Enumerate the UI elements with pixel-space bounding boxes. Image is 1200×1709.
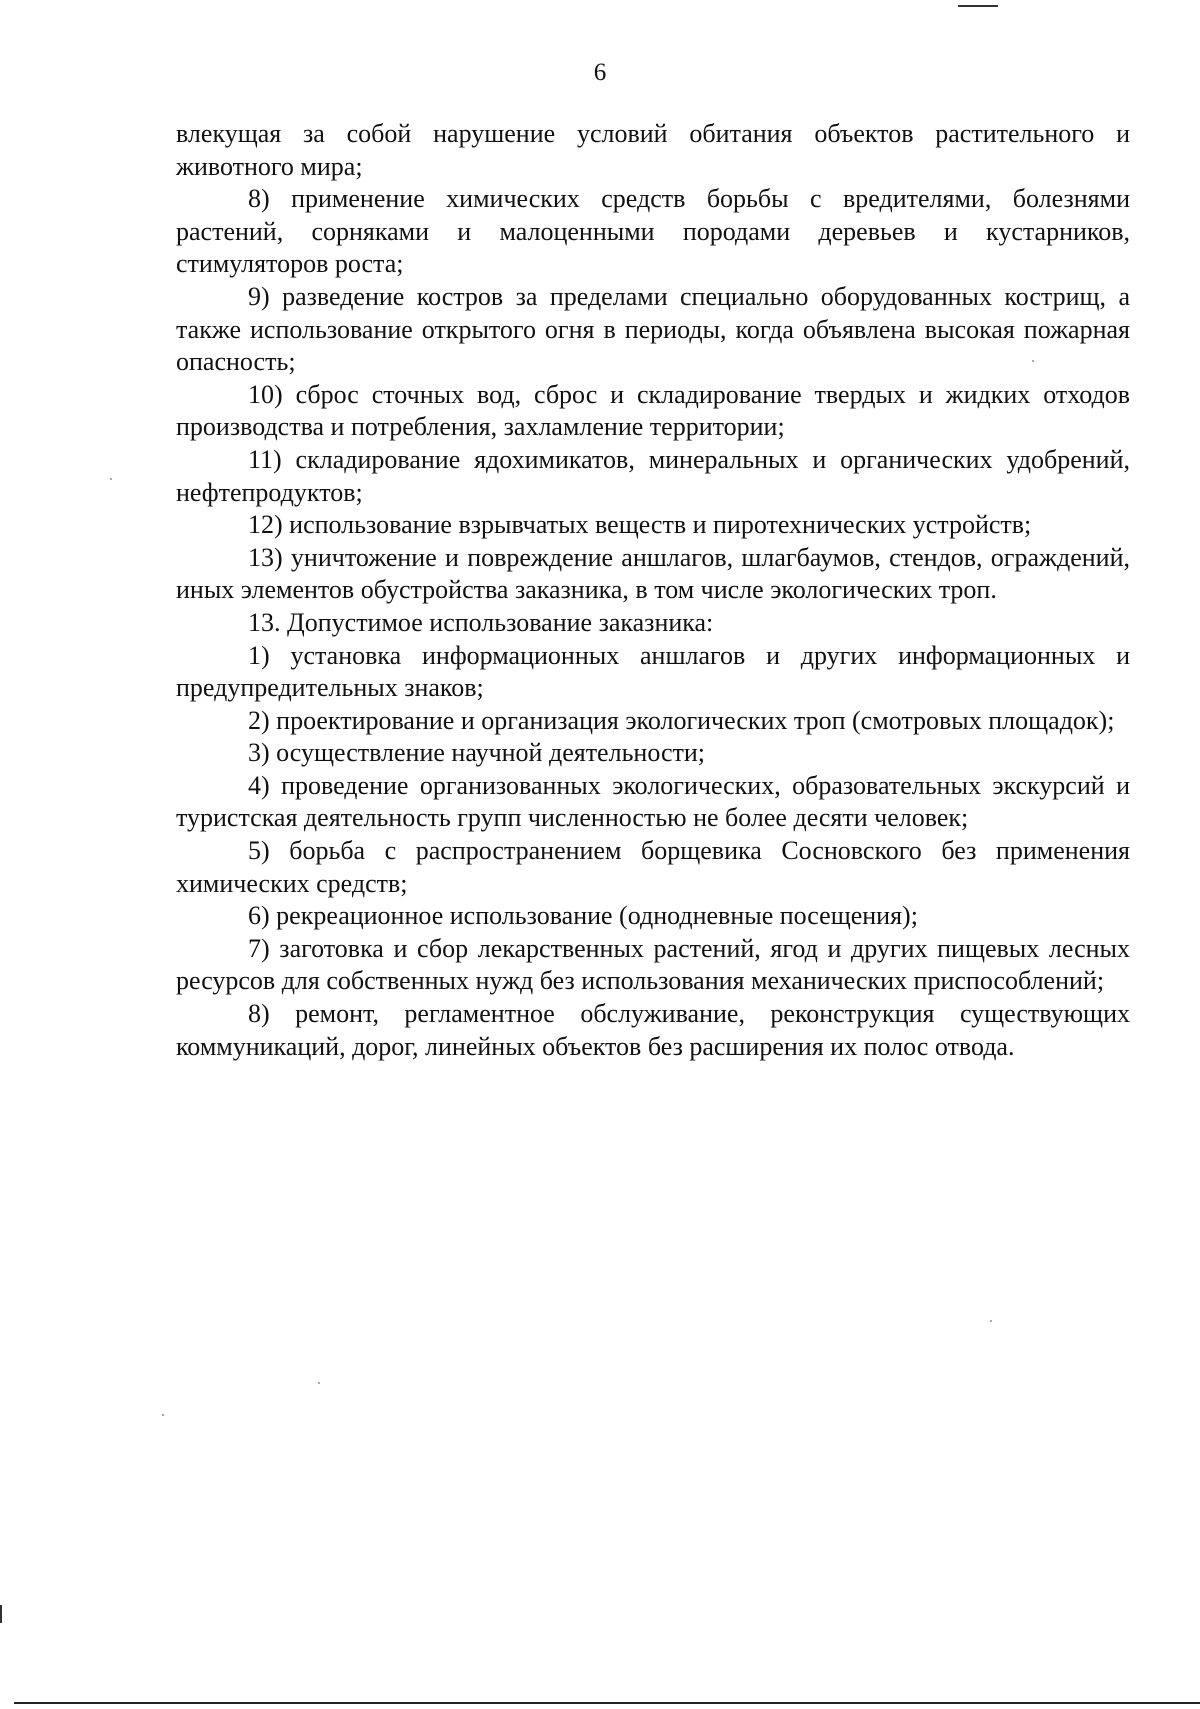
scan-speck (162, 1414, 164, 1416)
paragraph: 3) осуществление научной деятельности; (248, 738, 706, 768)
paragraph: 4) проведение организованных экологических, образовательных экскурсий и туристская деятельность групп численностью не более десяти человек; (176, 770, 1130, 833)
paragraph: 10) сброс сточных вод, сброс и складирование твердых и жидких отходов производства и потребления, захламление территории; (176, 379, 1130, 442)
scan-artifact-edge (14, 1702, 1200, 1704)
paragraph: 5) борьба с распространением борщевика Сосновского без применения химических средств; (176, 836, 1130, 898)
paragraph: 8) ремонт, регламентное обслуживание, реконструкция существующих коммуникаций, дорог, линейных объектов без расширения их полос отвода. (176, 999, 1130, 1061)
page-number: 6 (593, 59, 607, 86)
section-heading: 13. Допустимое использование заказника: (248, 607, 714, 637)
paragraph: 13) уничтожение и повреждение аншлагов, шлагбаумов, стендов, ограждений, иных элементов обустройства заказника, в том числе экологических троп. (176, 542, 1130, 605)
paragraph: 7) заготовка и сбор лекарственных растений, ягод и других пищевых лесных ресурсов для собственных нужд без использования механических приспособлений; (176, 933, 1130, 996)
paragraph: 2) проектирование и организация экологических троп (смотровых площадок); (248, 705, 1115, 735)
scan-artifact-line (958, 5, 998, 7)
paragraph: 9) разведение костров за пределами специально оборудованных кострищ, а также использование открытого огня в периоды, когда объявлена высокая пожарная опасность; (176, 281, 1130, 377)
scan-artifact-tick (0, 1605, 2, 1623)
paragraph: 11) складирование ядохимикатов, минеральных и органических удобрений, нефтепродуктов; (176, 444, 1130, 507)
paragraph: 8) применение химических средств борьбы с вредителями, болезнями растений, сорняками и малоценными породами деревьев и кустарников, стимуляторов роста; (176, 184, 1130, 279)
paragraph: влекущая за собой нарушение условий обитания объектов растительного и животного мира; (176, 119, 1130, 181)
document-body (176, 118, 1130, 1063)
paragraph: 6) рекреационное использование (однодневные посещения); (248, 901, 918, 931)
paragraph: 12) использование взрывчатых веществ и пиротехнических устройств; (248, 510, 1032, 540)
scan-speck (990, 1320, 992, 1322)
scan-speck (318, 1382, 320, 1384)
scan-speck (110, 478, 112, 480)
paragraph: 1) установка информационных аншлагов и других информационных и предупредительных знаков; (176, 640, 1130, 703)
